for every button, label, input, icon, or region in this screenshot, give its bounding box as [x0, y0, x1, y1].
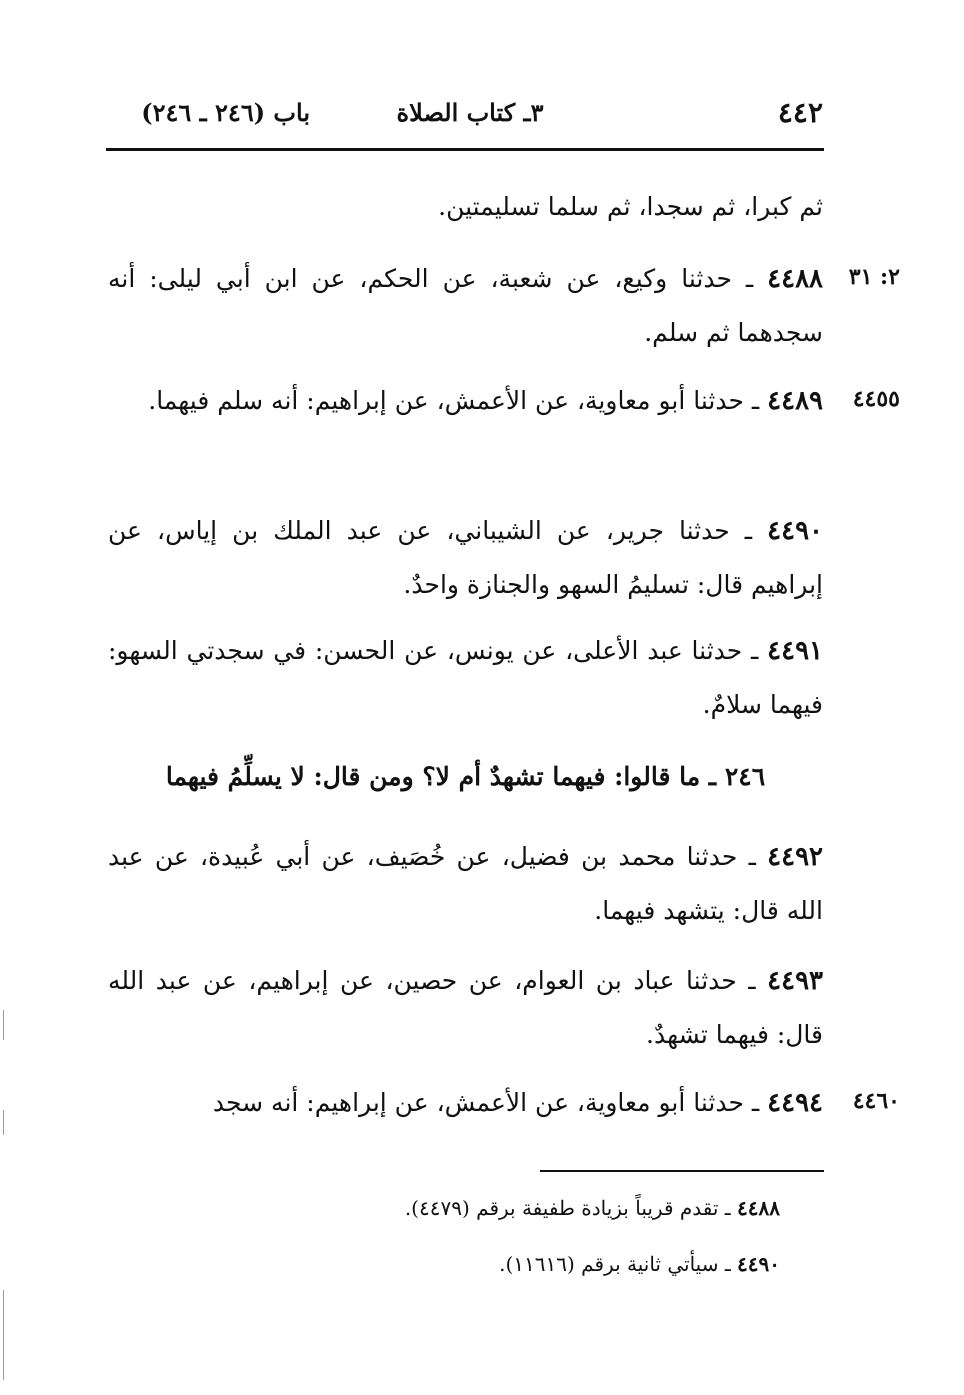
- scan-edge-mark: [3, 1110, 4, 1135]
- side-reference: ٤٤٥٥: [852, 386, 900, 412]
- footnote-4490: [300, 1252, 780, 1276]
- hadith-number: ٤٤٩١: [767, 636, 823, 666]
- hadith-text: ـ حدثنا عبد الأعلى، عن يونس، عن الحسن: في سجدتي السهو: فيهما سلامٌ.: [108, 636, 823, 719]
- hadith-text: ـ حدثنا محمد بن فضيل، عن خُصَيف، عن أبي عُبيدة، عن عبد الله قال: يتشهد فيهما.: [108, 842, 823, 925]
- paragraph-continuation: [108, 180, 823, 234]
- footnote-rule: [540, 1170, 824, 1172]
- hadith-text: ـ حدثنا جرير، عن الشيباني، عن عبد الملك بن إياس، عن إبراهيم قال: تسليمُ السهو والجنازة واحدٌ.: [108, 516, 823, 599]
- side-reference: ٤٤٦٠: [852, 1088, 900, 1114]
- hadith-number: ٤٤٩٢: [767, 842, 823, 872]
- footnote-text: ـ تقدم قريباً بزيادة طفيفة برقم (٤٤٧٩).: [404, 1196, 738, 1220]
- paragraph-text: ثم كبرا، ثم سجدا، ثم سلما تسليمتين.: [438, 192, 823, 221]
- page-number: ٤٤٢: [777, 96, 823, 129]
- hadith-4490: [108, 504, 823, 612]
- book-title: ٣ـ كتاب الصلاة: [396, 98, 544, 127]
- hadith-4488: [108, 252, 823, 360]
- hadith-text: ـ حدثنا أبو معاوية، عن الأعمش، عن إبراهيم: أنه سلم فيهما.: [148, 386, 768, 415]
- side-reference: ٢: ٣١: [848, 264, 900, 290]
- footnote-4488: [300, 1196, 780, 1220]
- hadith-text: ـ حدثنا وكيع، عن شعبة، عن الحكم، عن ابن أبي ليلى: أنه سجدهما ثم سلم.: [108, 264, 823, 347]
- footnote-number: ٤٤٩٠: [737, 1252, 780, 1276]
- hadith-4491: [108, 624, 823, 732]
- footnote-number: ٤٤٨٨: [737, 1196, 780, 1220]
- hadith-4493: [108, 954, 823, 1062]
- hadith-number: ٤٤٩٤: [767, 1088, 823, 1118]
- hadith-text: ـ حدثنا عباد بن العوام، عن حصين، عن إبراهيم، عن عبد الله قال: فيهما تشهدٌ.: [108, 966, 823, 1049]
- scan-edge-mark: [3, 1290, 4, 1380]
- hadith-number: ٤٤٩٠: [767, 516, 823, 546]
- chapter-range: باب (٢٤٦ ـ ٢٤٦): [141, 98, 310, 127]
- hadith-number: ٤٤٨٨: [767, 264, 823, 294]
- hadith-number: ٤٤٨٩: [767, 386, 823, 416]
- scan-edge-mark: [3, 1010, 4, 1040]
- footnote-text: ـ سيأتي ثانية برقم (١١٦١٦).: [499, 1252, 738, 1276]
- header-rule: [106, 148, 824, 151]
- hadith-4492: [108, 830, 823, 938]
- hadith-4489: [108, 374, 823, 428]
- hadith-text: ـ حدثنا أبو معاوية، عن الأعمش، عن إبراهيم: أنه سجد: [212, 1088, 768, 1117]
- hadith-number: ٤٤٩٣: [767, 966, 823, 996]
- chapter-heading: ٢٤٦ ـ ما قالوا: فيهما تشهدٌ أم لا؟ ومن قال: لا يسلِّمُ فيهما: [165, 762, 766, 791]
- hadith-4494: [108, 1076, 823, 1130]
